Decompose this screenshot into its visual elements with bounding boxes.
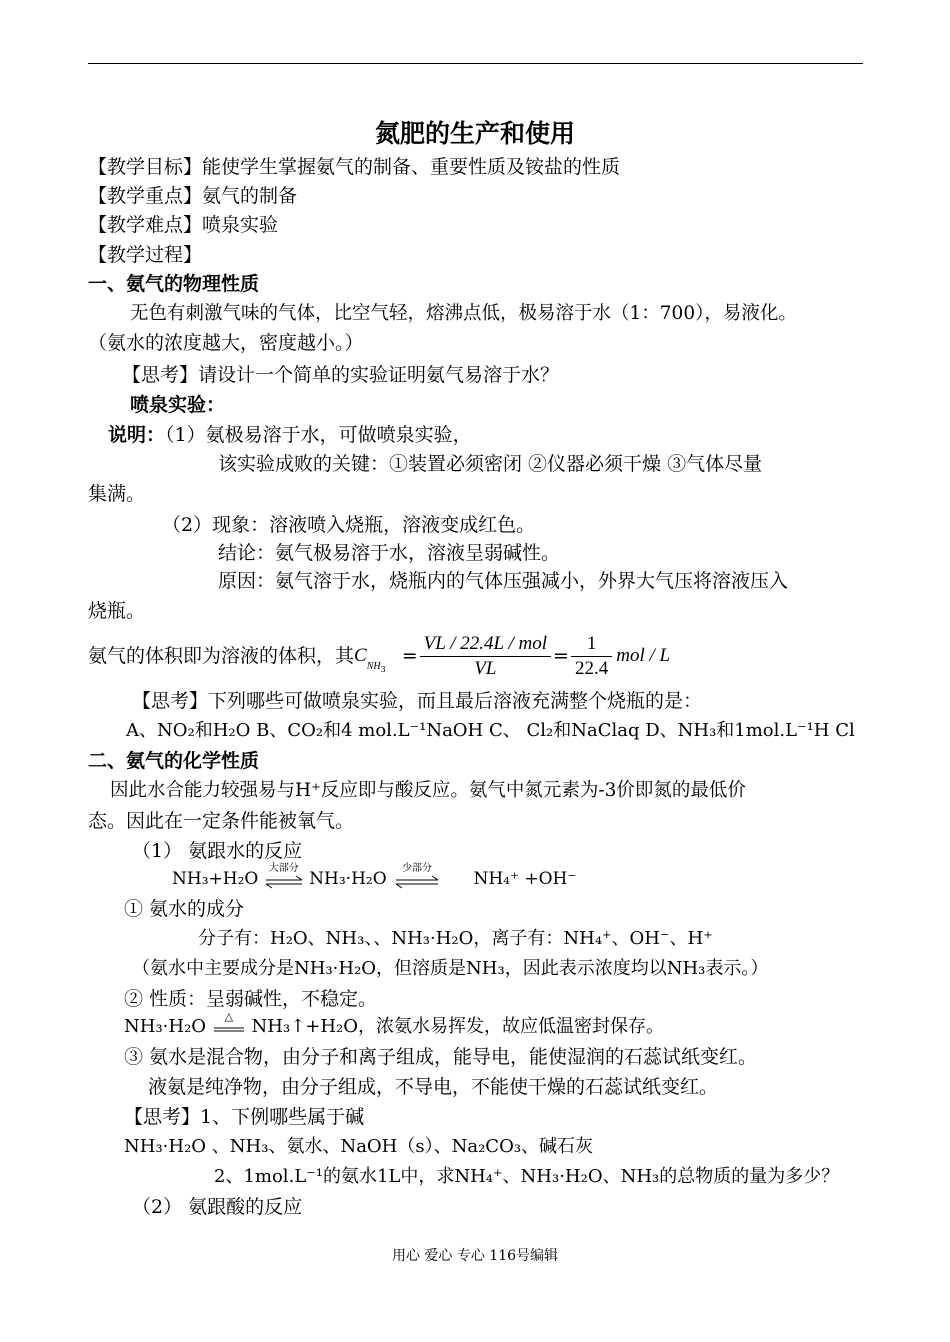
equilibrium-arrow-2 xyxy=(392,862,442,891)
think-question-3-part2: 2、1mol.L⁻¹的氨水1L中，求NH₄⁺、NH₃·H₂O、NH₃的总物质的量为多少？ xyxy=(214,1166,840,1187)
think-options: A、NO₂和H₂O B、CO₂和4 mol.L⁻¹NaOH C、 Cl₂和NaClaq D、NH₃和1mol.L⁻¹H Cl xyxy=(126,720,855,741)
heat-symbol: △ xyxy=(224,1010,234,1023)
think-question-2: 【思考】下列哪些可做喷泉实验，而且最后溶液充满整个烧瓶的是： xyxy=(132,690,703,712)
section1-p1: 无色有刺激气味的气体，比空气轻，熔沸点低，极易溶于水（1：700），易液化。 xyxy=(130,303,797,324)
section2-p2: 态。因此在一定条件能被氧气。 xyxy=(88,810,355,832)
think-question-3-options: NH₃·H₂O 、NH₃、氨水、NaOH（s）、Na₂CO₃、碱石灰 xyxy=(124,1136,594,1157)
teaching-process: 【教学过程】 xyxy=(88,244,203,266)
arrow-label-majority: 大部分 xyxy=(268,862,299,874)
page-footer: 用心 爱心 专心 116号编辑 xyxy=(391,1248,559,1264)
note-label: 说明： xyxy=(108,424,166,446)
item-properties: ② 性质：呈弱碱性，不稳定。 xyxy=(124,988,378,1010)
formula-numerator-1: VL / 22.4L / mol xyxy=(420,632,551,657)
concentration-formula: 氨气的体积即为溶液的体积，其$C_{NH3}$ = $\frac{\text{VL / 22.4L / mol}}{VL}$ = $\frac{1}{22.4}$ mol / L xyxy=(88,632,671,679)
note-line-3: 集满。 xyxy=(88,483,146,505)
item-mixture: ③ 氨水是混合物，由分子和离子组成，能导电，能使湿润的石蕊试纸变红。 xyxy=(124,1046,758,1068)
subsection-ammonia-acid: （2） 氨跟酸的反应 xyxy=(132,1196,303,1218)
item-components-detail: 分子有：H₂O、NH₃、、NH₃·H₂O，离子有：NH₄⁺、OH⁻、H⁺ xyxy=(198,928,713,949)
ammonia-water-equation xyxy=(172,862,577,892)
fountain-experiment-heading: 喷泉实验： xyxy=(130,394,226,416)
section2-heading: 二、氨气的化学性质 xyxy=(88,750,260,772)
item-ammonia-components: ① 氨水的成分 xyxy=(124,898,245,920)
teaching-focus: 【教学重点】氨气的制备 xyxy=(88,185,298,207)
section1-heading: 一、氨气的物理性质 xyxy=(88,273,260,295)
formula-numerator-2: 1 xyxy=(571,632,612,657)
heat-arrow xyxy=(212,1010,246,1038)
equation-middle: NH₃·H₂O xyxy=(309,869,387,889)
note-text-1: （1）氨极易溶于水，可做喷泉实验， xyxy=(165,424,472,446)
formula-fraction-1 xyxy=(420,632,551,681)
note-line-4: （2）现象：溶液喷入烧瓶，溶液变成红色。 xyxy=(162,514,536,536)
equation-right: NH₄⁺ +OH⁻ xyxy=(473,869,577,889)
formula-fraction-2 xyxy=(571,632,612,681)
formula-denominator-2: 22.4 xyxy=(574,657,609,679)
equation-left: NH₃+H₂O xyxy=(172,869,259,889)
header-rule xyxy=(88,63,863,64)
equilibrium-arrow-1 xyxy=(264,862,304,891)
formula-prefix: 氨气的体积即为溶液的体积，其 xyxy=(88,645,355,667)
formula-symbol-c: C xyxy=(354,645,367,666)
item-components-note: （氨水中主要成分是NH₃·H₂O，但溶质是NH₃，因此表示浓度均以NH₃表示。） xyxy=(132,958,769,979)
section2-p1: 因此水合能力较强易与H⁺反应即与酸反应。氨气中氮元素为-3价即氮的最低价 xyxy=(110,780,746,801)
teaching-goal: 【教学目标】能使学生掌握氨气的制备、重要性质及铵盐的性质 xyxy=(88,156,621,178)
arrow-label-minority: 少部分 xyxy=(402,862,433,874)
formula-denominator-1: VL xyxy=(474,657,497,679)
subsection-ammonia-water: （1） 氨跟水的反应 xyxy=(132,840,303,862)
note-line-6: 原因：氨气溶于水，烧瓶内的气体压强减小，外界大气压将溶液压入 xyxy=(218,570,789,592)
formula-unit: mol / L xyxy=(616,645,671,666)
think-question-1: 【思考】请设计一个简单的实验证明氨气易溶于水？ xyxy=(122,364,560,386)
section1-p2: （氨水的浓度越大，密度越小。） xyxy=(88,332,364,354)
formula-subscript-nh: NH xyxy=(366,661,381,672)
note-line-2: 该实验成败的关键：①装置必须密闭 ②仪器必须干燥 ③气体尽量 xyxy=(218,453,763,475)
decomposition-right: NH₃↑+H₂O，浓氨水易挥发，故应低温密封保存。 xyxy=(251,1016,665,1037)
decomposition-left: NH₃·H₂O xyxy=(124,1016,207,1037)
note-line-7: 烧瓶。 xyxy=(88,600,146,622)
note-line-1 xyxy=(108,422,472,448)
note-line-5: 结论：氨气极易溶于水，溶液呈弱碱性。 xyxy=(218,542,561,564)
think-question-3: 【思考】1、下例哪些属于碱 xyxy=(124,1106,365,1128)
decomposition-equation xyxy=(124,1010,665,1040)
page-title: 氮肥的生产和使用 xyxy=(374,119,575,148)
teaching-difficulty: 【教学难点】喷泉实验 xyxy=(88,214,279,236)
item-liquid-ammonia: 液氨是纯净物，由分子组成，不导电，不能使干燥的石蕊试纸变红。 xyxy=(148,1076,719,1098)
formula-subscript-3: 3 xyxy=(380,665,386,674)
